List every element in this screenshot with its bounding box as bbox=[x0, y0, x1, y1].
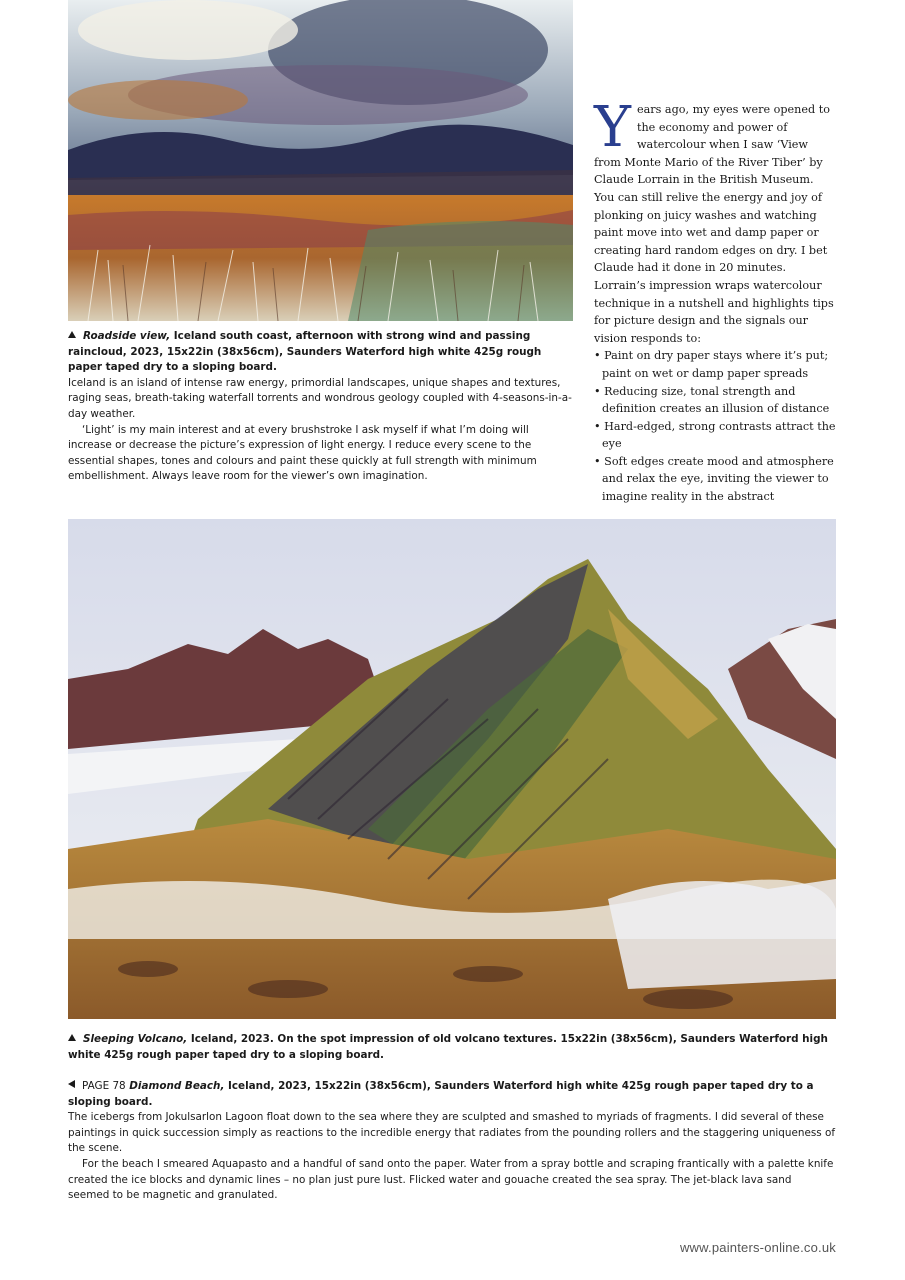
triangle-up-icon bbox=[68, 1034, 76, 1041]
intro-paragraph: ears ago, my eyes were opened to the economy and power of watercolour when I saw ‘View from Monte Mario of the River Tiber’ by Claude Lorrain in the British Museum. You can still relive the energy and joy of plonking on juicy washes and watching paint move into wet and damp paper or creating hard random edges on dry. I bet Claude had it done in 20 minutes. Lorrain’s impression wraps watercolour technique in a nutshell and highlights tips for picture design and the signals our vision responds to: bbox=[594, 103, 834, 345]
list-item: • Reducing size, tonal strength and definition creates an illusion of distance bbox=[594, 383, 837, 418]
caption-title: Roadside view, Iceland south coast, afternoon with strong wind and passing raincloud, 2023, 15x22in (38x56cm), Saunders Waterford high white 425g rough paper taped dry to a sloping board. bbox=[68, 330, 542, 374]
tips-list bbox=[594, 347, 837, 505]
drop-cap: Y bbox=[594, 95, 631, 160]
caption-paragraph: ‘Light’ is my main interest and at every brushstroke I ask myself if what I’m doing will increase or decrease the picture’s expression of light energy. I reduce every scene to the essential shapes, tones and colours and paint these quickly at full strength with minimum embellishment. Always leave room for the viewer’s own imagination. bbox=[68, 423, 537, 483]
caption-paragraph: The icebergs from Jokulsarlon Lagoon float down to the sea where they are sculpted and smashed to myriads of fragments. I did several of these paintings in quick succession simply as reactions to the incredible energy that radiates from the pounding rollers and the staggering uniqueness of the scene. bbox=[68, 1111, 836, 1155]
footer-url: www.painters-online.co.uk bbox=[679, 1240, 836, 1255]
caption-paragraph: For the beach I smeared Aquapasto and a handful of sand onto the paper. Water from a spray bottle and scraping frantically with a palette knife created the ice blocks and dynamic lines – no plan just pure lust. Flicked water and gouache created the sea spray. The jet-black lava sand seemed to be magnetic and granulated. bbox=[68, 1157, 834, 1202]
caption-paragraph: Iceland is an island of intense raw energy, primordial landscapes, unique shapes and textures, raging seas, breath-taking waterfall torrents and wondrous geology coupled with 4-seasons-in-a-day weather. bbox=[68, 376, 572, 420]
list-item: • Soft edges create mood and atmosphere and relax the eye, inviting the viewer to imagine reality in the abstract bbox=[594, 453, 837, 506]
list-item: • Paint on dry paper stays where it’s put; paint on wet or damp paper spreads bbox=[594, 347, 837, 382]
roadside-view-caption bbox=[68, 329, 573, 485]
triangle-left-icon bbox=[68, 1080, 75, 1088]
caption-title: PAGE 78 Diamond Beach, Iceland, 2023, 15x22in (38x56cm), Saunders Waterford high white 425g rough paper taped dry to a sloping board. bbox=[68, 1080, 814, 1108]
article-column bbox=[594, 95, 837, 506]
caption-title: Sleeping Volcano, Iceland, 2023. On the spot impression of old volcano textures. 15x22in (38x56cm), Saunders Waterford high white 425g rough paper taped dry to a sloping board. bbox=[68, 1033, 828, 1061]
sleeping-volcano-painting bbox=[68, 519, 836, 1019]
triangle-up-icon bbox=[68, 331, 76, 338]
page-reference: PAGE 78 bbox=[82, 1080, 126, 1092]
list-item: • Hard-edged, strong contrasts attract the eye bbox=[594, 418, 837, 453]
diamond-beach-caption bbox=[68, 1079, 836, 1204]
roadside-view-painting bbox=[68, 0, 573, 321]
sleeping-volcano-caption bbox=[68, 1032, 836, 1063]
